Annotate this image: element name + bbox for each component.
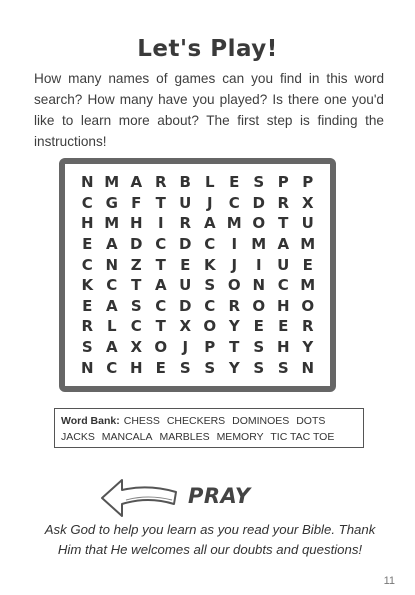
grid-cell: C bbox=[204, 235, 216, 254]
grid-cell: I bbox=[157, 214, 164, 233]
word-bank bbox=[54, 408, 364, 448]
grid-cell: K bbox=[203, 255, 216, 274]
grid-cell: X bbox=[130, 338, 143, 357]
grid-cell: S bbox=[81, 338, 93, 357]
grid-cell: X bbox=[301, 193, 314, 212]
grid-cell: C bbox=[81, 255, 93, 274]
grid-cell: C bbox=[204, 296, 216, 315]
grid-cell: E bbox=[302, 255, 313, 274]
word-bank-word: JACKS bbox=[61, 431, 95, 443]
grid-cell: L bbox=[106, 317, 117, 336]
word-bank-word: DOTS bbox=[296, 415, 326, 427]
grid-cell: Y bbox=[302, 338, 314, 357]
word-bank-label: Word Bank: bbox=[61, 415, 120, 427]
grid-cell: A bbox=[105, 296, 118, 315]
grid-cell: R bbox=[228, 296, 241, 315]
grid-cell: O bbox=[252, 214, 266, 233]
word-bank-word: MANCALA bbox=[101, 431, 153, 443]
grid-cell: S bbox=[179, 358, 191, 377]
grid-cell: H bbox=[276, 296, 290, 315]
grid-cell: M bbox=[300, 276, 316, 295]
grid-cell: G bbox=[105, 193, 118, 212]
grid-cell: R bbox=[81, 317, 94, 336]
page-title: Let's Play! bbox=[137, 36, 278, 62]
grid-cell: K bbox=[81, 276, 94, 295]
grid-cell: D bbox=[179, 296, 192, 315]
grid-cell: C bbox=[277, 276, 289, 295]
word-bank-word: CHESS bbox=[123, 415, 160, 427]
grid-cell: H bbox=[80, 214, 94, 233]
grid-cell: T bbox=[155, 317, 166, 336]
word-bank-word: TIC TAC TOE bbox=[270, 431, 335, 443]
curved-arrow-icon bbox=[96, 470, 181, 520]
grid-cell: S bbox=[204, 358, 216, 377]
word-bank-word: MARBLES bbox=[159, 431, 210, 443]
grid-cell: D bbox=[179, 235, 192, 254]
grid-cell: O bbox=[227, 276, 241, 295]
grid-cell: S bbox=[253, 338, 265, 357]
grid-cell: R bbox=[277, 193, 290, 212]
grid-cell: U bbox=[179, 193, 192, 212]
grid-cell: A bbox=[130, 173, 143, 192]
grid-cell: C bbox=[106, 276, 118, 295]
grid-cell: O bbox=[252, 296, 266, 315]
grid-cell: J bbox=[182, 338, 189, 357]
grid-cell: M bbox=[104, 214, 120, 233]
grid-cell: E bbox=[155, 358, 166, 377]
grid-cell: C bbox=[155, 235, 167, 254]
prayer-text: Ask God to help you learn as you read your Bible. Thank Him that He welcomes all our doubts and questions! bbox=[44, 522, 376, 557]
grid-cell: C bbox=[81, 193, 93, 212]
grid-cell: S bbox=[253, 358, 265, 377]
grid-cell: D bbox=[252, 193, 265, 212]
grid-cell: H bbox=[129, 214, 143, 233]
grid-cell: O bbox=[203, 317, 217, 336]
page-number: 11 bbox=[383, 575, 395, 587]
grid-cell: B bbox=[179, 173, 191, 192]
grid-cell: E bbox=[253, 317, 264, 336]
grid-cell: S bbox=[204, 276, 216, 295]
grid-cell: T bbox=[155, 255, 166, 274]
grid-cell: M bbox=[226, 214, 242, 233]
grid-cell: D bbox=[130, 235, 143, 254]
grid-cell: Y bbox=[228, 317, 240, 336]
grid-cell: N bbox=[80, 173, 94, 192]
grid-cell: A bbox=[277, 235, 290, 254]
word-search-frame bbox=[59, 158, 336, 392]
grid-cell: N bbox=[105, 255, 119, 274]
grid-cell: I bbox=[231, 235, 238, 254]
grid-cell: T bbox=[131, 276, 142, 295]
grid-cell: R bbox=[154, 173, 167, 192]
grid-cell: E bbox=[82, 296, 93, 315]
grid-cell: F bbox=[131, 193, 142, 212]
grid-cell: S bbox=[130, 296, 142, 315]
grid-cell: J bbox=[206, 193, 213, 212]
grid-cell: C bbox=[228, 193, 240, 212]
grid-cell: S bbox=[277, 358, 289, 377]
grid-cell: E bbox=[229, 173, 240, 192]
grid-cell: N bbox=[252, 276, 266, 295]
grid-cell: R bbox=[179, 214, 192, 233]
grid-cell: Y bbox=[228, 358, 240, 377]
grid-cell: T bbox=[155, 193, 166, 212]
word-bank-word: MEMORY bbox=[216, 431, 264, 443]
pray-heading: PRAY bbox=[188, 484, 251, 508]
grid-cell: J bbox=[231, 255, 238, 274]
grid-cell: A bbox=[154, 276, 167, 295]
word-search-grid bbox=[75, 172, 320, 378]
intro-paragraph: How many names of games can you find in this word search? How many have you played? Is there one you'd like to learn more about? The first step is finding the instructions! bbox=[34, 71, 384, 149]
grid-cell: S bbox=[253, 173, 265, 192]
grid-cell: A bbox=[105, 235, 118, 254]
grid-cell: U bbox=[277, 255, 290, 274]
grid-cell: R bbox=[301, 317, 314, 336]
grid-cell: O bbox=[154, 338, 168, 357]
grid-cell: C bbox=[130, 317, 142, 336]
grid-cell: M bbox=[251, 235, 267, 254]
pray-section bbox=[96, 470, 356, 520]
grid-cell: U bbox=[179, 276, 192, 295]
grid-cell: A bbox=[105, 338, 118, 357]
grid-cell: I bbox=[255, 255, 262, 274]
word-bank-word: DOMINOES bbox=[232, 415, 290, 427]
grid-cell: T bbox=[229, 338, 240, 357]
grid-cell: P bbox=[302, 173, 314, 192]
grid-cell: E bbox=[82, 235, 93, 254]
grid-cell: N bbox=[80, 358, 94, 377]
grid-cell: H bbox=[129, 358, 143, 377]
grid-cell: O bbox=[301, 296, 315, 315]
grid-cell: H bbox=[276, 338, 290, 357]
word-bank-word: CHECKERS bbox=[166, 415, 226, 427]
grid-cell: N bbox=[301, 358, 315, 377]
grid-cell: L bbox=[204, 173, 215, 192]
grid-cell: T bbox=[278, 214, 289, 233]
grid-cell: P bbox=[277, 173, 289, 192]
grid-cell: C bbox=[155, 296, 167, 315]
grid-cell: C bbox=[106, 358, 118, 377]
grid-cell: M bbox=[300, 235, 316, 254]
grid-cell: X bbox=[179, 317, 192, 336]
grid-cell: A bbox=[203, 214, 216, 233]
grid-cell: Z bbox=[130, 255, 142, 274]
grid-cell: P bbox=[204, 338, 216, 357]
grid-cell: E bbox=[180, 255, 191, 274]
grid-cell: E bbox=[278, 317, 289, 336]
grid-cell: U bbox=[301, 214, 314, 233]
grid-cell: M bbox=[104, 173, 120, 192]
